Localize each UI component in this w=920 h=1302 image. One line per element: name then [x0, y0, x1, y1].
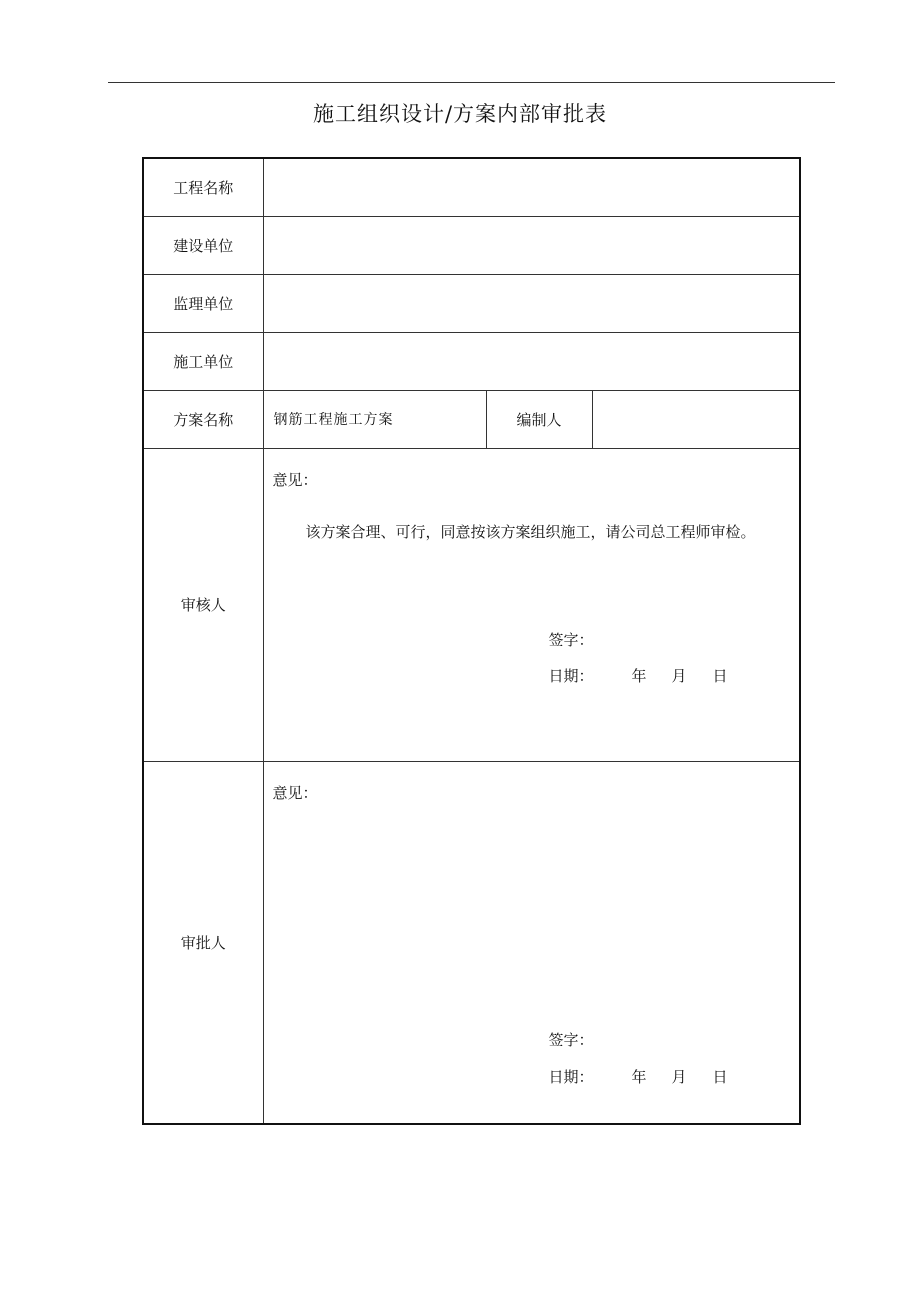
review-year-label: 年 [631, 666, 647, 685]
project-name-row [143, 158, 800, 216]
approval-day-label: 日 [712, 1067, 728, 1086]
supervision-unit-field[interactable] [263, 274, 800, 332]
review-month-label: 月 [671, 666, 687, 685]
review-date-label: 日期： [548, 666, 594, 685]
construction-unit-field[interactable] [263, 216, 800, 274]
plan-name-field[interactable]: 钢筋工程施工方案 [263, 390, 486, 448]
approval-opinion-label: 意见： [272, 783, 318, 802]
review-day-label: 日 [712, 666, 728, 685]
review-sign-label: 签字： [548, 630, 594, 649]
plan-name-row [143, 390, 800, 448]
supervision-unit-row [143, 274, 800, 332]
document-title: 施工组织设计/方案内部审批表 [312, 102, 608, 126]
approver-label: 审批人 [143, 761, 263, 1124]
construction-unit-label: 建设单位 [143, 216, 263, 274]
approval-opinion-cell[interactable] [263, 761, 800, 1124]
approval-month-label: 月 [671, 1067, 687, 1086]
reviewer-label: 审核人 [143, 448, 263, 761]
approval-sign-label: 签字： [548, 1030, 594, 1049]
builder-unit-field[interactable] [263, 332, 800, 390]
review-opinion-label: 意见： [272, 470, 318, 489]
review-opinion-cell[interactable] [263, 448, 800, 761]
construction-unit-row [143, 216, 800, 274]
approval-row [143, 761, 800, 1124]
approval-year-label: 年 [631, 1067, 647, 1086]
project-name-label: 工程名称 [143, 158, 263, 216]
builder-unit-label: 施工单位 [143, 332, 263, 390]
project-name-field[interactable] [263, 158, 800, 216]
approval-date-label: 日期： [548, 1067, 594, 1086]
review-row [143, 448, 800, 761]
approval-form-table [142, 157, 801, 1125]
review-opinion-text: 该方案合理、可行，同意按该方案组织施工，请公司总工程师审检。 [305, 522, 756, 541]
plan-name-label: 方案名称 [143, 390, 263, 448]
compiler-field[interactable] [592, 390, 800, 448]
header-rule [108, 82, 835, 83]
compiler-label: 编制人 [486, 390, 592, 448]
supervision-unit-label: 监理单位 [143, 274, 263, 332]
builder-unit-row [143, 332, 800, 390]
